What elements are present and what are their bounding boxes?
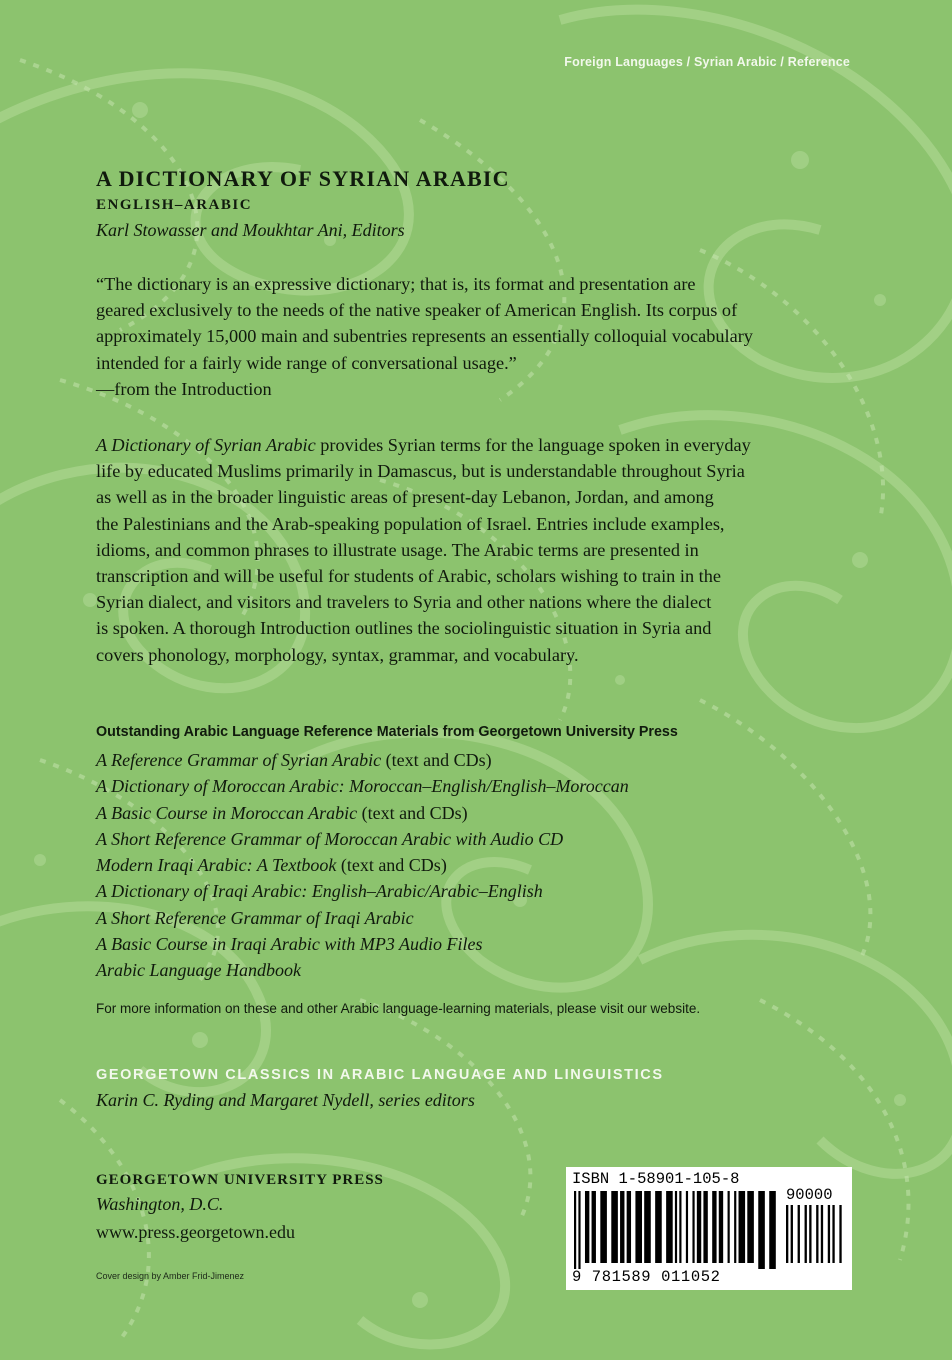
cover-design-credit: Cover design by Amber Frid-Jimenez <box>96 1271 245 1281</box>
reference-title: Arabic Language Handbook <box>96 960 301 981</box>
book-subtitle: ENGLISH–ARABIC <box>96 197 253 213</box>
price-code: 90000 <box>786 1186 833 1204</box>
publisher-city: Washington, D.C. <box>96 1194 224 1214</box>
reference-note: (text and CDs) <box>381 750 492 770</box>
reference-title: A Dictionary of Iraqi Arabic: English–Arabic/Arabic–English <box>96 881 543 902</box>
barcode-bar <box>644 1191 651 1263</box>
barcode-bar <box>839 1205 841 1263</box>
reference-title: A Basic Course in Iraqi Arabic with MP3 Audio Files <box>96 934 483 955</box>
reference-item <box>96 852 629 878</box>
references-heading: Outstanding Arabic Language Reference Materials from Georgetown University Press <box>96 724 678 740</box>
barcode-bar <box>712 1191 716 1263</box>
reference-item <box>96 905 629 931</box>
reference-note: (text and CDs) <box>357 802 468 823</box>
barcode-bar <box>798 1205 800 1263</box>
description-book-title: A Dictionary of Syrian Arabic <box>96 435 316 455</box>
category-label: Foreign Languages / Syrian Arabic / Reference <box>564 55 850 69</box>
barcode-bar <box>816 1205 818 1263</box>
reference-item <box>96 826 629 852</box>
description-line: life by educated Muslims primarily in Damascus, but is understandable throughout Syria <box>96 461 745 482</box>
quote-line: “The dictionary is an expressive dictionary; that is, its format and presentation are <box>96 274 696 294</box>
quote-line: intended for a fairly wide range of conversational usage.” <box>96 352 517 373</box>
barcode-bar <box>666 1191 673 1263</box>
barcode-bar <box>728 1191 730 1263</box>
quote-attribution: —from the Introduction <box>96 378 272 399</box>
barcode-bar <box>697 1191 701 1263</box>
barcode-bar <box>821 1205 823 1263</box>
isbn-barcode <box>566 1167 852 1290</box>
barcode-bar <box>758 1191 765 1269</box>
description-line: idioms, and common phrases to illustrate usage. The Arabic terms are presented in <box>96 539 699 560</box>
reference-title: A Short Reference Grammar of Iraqi Arabic <box>96 907 414 928</box>
description-line: is spoken. A thorough Introduction outlines the sociolinguistic situation in Syria and <box>96 618 712 639</box>
reference-note: (text and CDs) <box>336 855 447 876</box>
barcode-bar <box>655 1191 662 1263</box>
barcode-bar <box>686 1191 688 1263</box>
reference-item <box>96 800 629 826</box>
barcode-bar <box>692 1191 694 1263</box>
barcode-bar <box>719 1191 723 1263</box>
quote-line: approximately 15,000 main and subentries represents an essentially colloquial vocabulary <box>96 326 753 347</box>
reference-title: A Reference Grammar of Syrian Arabic <box>96 750 382 770</box>
reference-title: Modern Iraqi Arabic: A Textbook <box>96 855 337 876</box>
barcode-bar <box>627 1191 631 1263</box>
reference-title: A Basic Course in Moroccan Arabic <box>96 802 358 823</box>
barcode-bar <box>769 1191 776 1269</box>
barcode-bar <box>832 1205 834 1263</box>
barcode-bar <box>592 1191 596 1263</box>
description-line: Syrian dialect, and visitors and travelers to Syria and other nations where the dialect <box>96 592 712 613</box>
description-line: as well as in the broader linguistic areas of present-day Lebanon, Jordan, and among <box>96 487 714 508</box>
references-list <box>96 747 629 984</box>
reference-title: A Short Reference Grammar of Moroccan Arabic with Audio CD <box>96 828 564 849</box>
barcode-bar <box>578 1191 580 1269</box>
quote-line: geared exclusively to the needs of the native speaker of American English. Its corpus of <box>96 300 738 321</box>
reference-title: A Dictionary of Moroccan Arabic: Moroccan–English/English–Moroccan <box>96 776 629 797</box>
ean-number: 9 781589 011052 <box>572 1268 721 1286</box>
barcode-bar <box>635 1191 642 1263</box>
reference-item <box>96 957 629 983</box>
barcode-bar <box>585 1191 589 1263</box>
more-info-text: For more information on these and other Arabic language-learning materials, please visit our website. <box>96 1001 701 1016</box>
publisher-name: GEORGETOWN UNIVERSITY PRESS <box>96 1172 384 1188</box>
description-first-line <box>96 432 886 458</box>
barcode-bar <box>805 1205 807 1263</box>
description-first-line-rest: provides Syrian terms for the language spoken in everyday <box>315 435 751 455</box>
introduction-quote <box>96 271 876 402</box>
barcode-bar <box>786 1205 788 1263</box>
barcode-bar <box>675 1191 677 1263</box>
barcode-bar <box>747 1191 754 1263</box>
publisher-website: www.press.georgetown.edu <box>96 1222 295 1242</box>
description-line: covers phonology, morphology, syntax, grammar, and vocabulary. <box>96 644 579 665</box>
description-line: the Palestinians and the Arab-speaking population of Israel. Entries include examples, <box>96 513 725 534</box>
series-title: GEORGETOWN CLASSICS IN ARABIC LANGUAGE AND LINGUISTICS <box>96 1067 664 1083</box>
barcode-bar <box>809 1205 811 1263</box>
barcode-bar <box>739 1191 746 1263</box>
series-editors: Karin C. Ryding and Margaret Nydell, series editors <box>96 1090 475 1110</box>
barcode-bar <box>791 1205 793 1263</box>
book-editors: Karl Stowasser and Moukhtar Ani, Editors <box>96 220 405 240</box>
isbn-number: ISBN 1-58901-105-8 <box>572 1170 740 1188</box>
reference-item <box>96 931 629 957</box>
barcode-bar <box>620 1191 624 1263</box>
barcode-bar <box>679 1191 681 1263</box>
addon-barcode-bars <box>786 1205 844 1263</box>
barcode-bar <box>828 1205 830 1263</box>
barcode-bar <box>574 1191 576 1269</box>
barcode-bar <box>600 1191 607 1263</box>
reference-item <box>96 773 629 799</box>
reference-item <box>96 878 629 904</box>
barcode-bar <box>734 1191 736 1263</box>
reference-item <box>96 747 629 773</box>
book-description <box>96 432 886 668</box>
barcode-bar <box>703 1191 707 1263</box>
barcode-bar <box>611 1191 618 1263</box>
book-title: A DICTIONARY OF SYRIAN ARABIC <box>96 166 510 191</box>
ean-barcode-bars <box>574 1191 778 1269</box>
description-line: transcription and will be useful for students of Arabic, scholars wishing to train in the <box>96 566 721 587</box>
